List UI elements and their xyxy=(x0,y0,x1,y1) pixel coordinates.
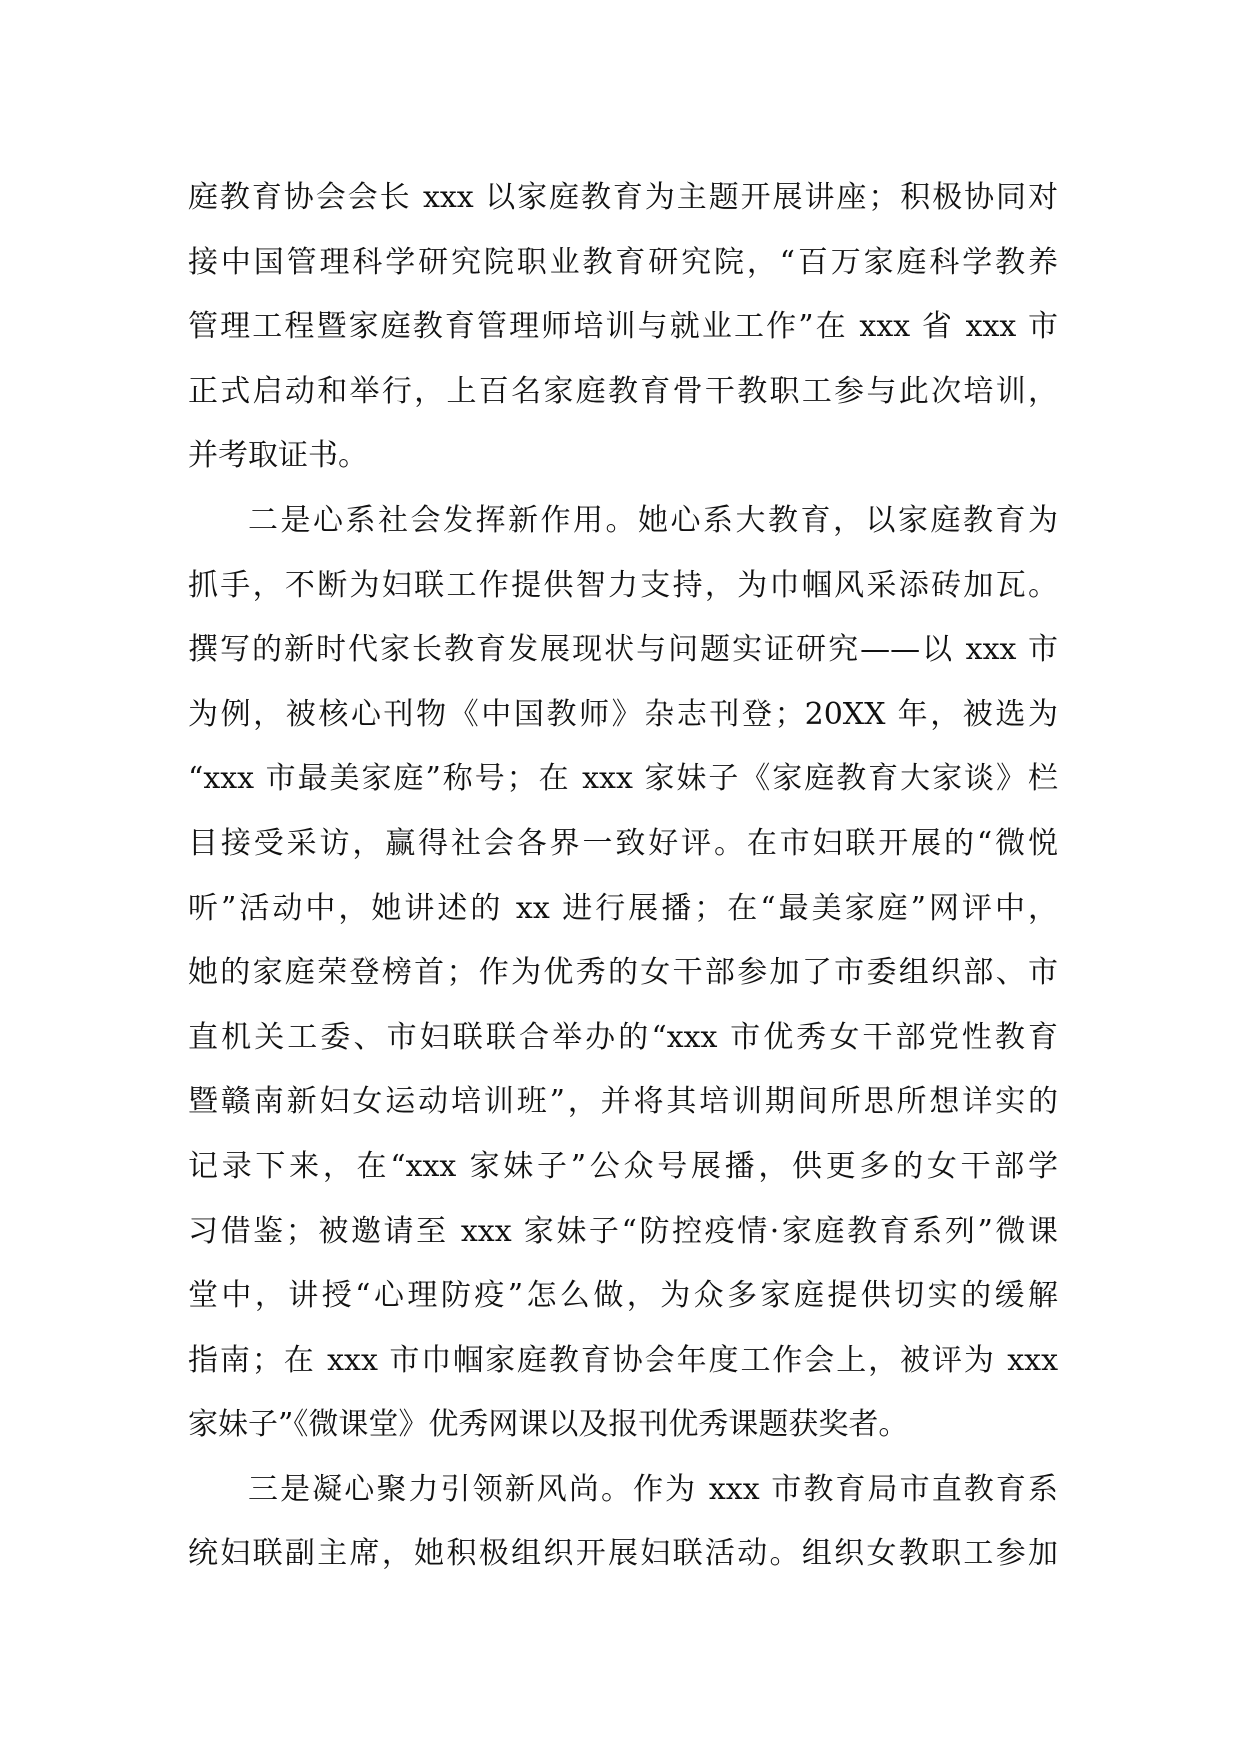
text-line: “xxx 市最美家庭”称号；在 xxx 家妹子《家庭教育大家谈》栏 xyxy=(188,761,1058,797)
text-line: 庭教育协会会长 xxx 以家庭教育为主题开展讲座；积极协同对 xyxy=(188,180,1058,215)
text-line: 家妹子”《微课堂》优秀网课以及报刊优秀课题获奖者。 xyxy=(188,1407,909,1443)
text-line: 撰写的新时代家长教育发展现状与问题实证研究——以 xxx 市 xyxy=(188,632,1058,668)
text-line: 指南；在 xxx 市巾帼家庭教育协会年度工作会上，被评为 xxx xyxy=(188,1342,1058,1378)
text-line: 管理工程暨家庭教育管理师培训与就业工作”在 xxx 省 xxx 市 xyxy=(188,309,1058,345)
text-line: 统妇联副主席，她积极组织开展妇联活动。组织女教职工参加 xyxy=(188,1536,1058,1572)
text-line: 为例，被核心刊物《中国教师》杂志刊登；20XX 年，被选为 xyxy=(188,696,1058,732)
text-line: 暨赣南新妇女运动培训班”，并将其培训期间所思所想详实的 xyxy=(188,1084,1058,1120)
text-line: 听”活动中，她讲述的 xx 进行展播；在“最美家庭”网评中， xyxy=(188,890,1058,926)
text-line: 正式启动和举行，上百名家庭教育骨干教职工参与此次培训， xyxy=(188,373,1058,409)
text-line: 堂中，讲授“心理防疫”怎么做，为众多家庭提供切实的缓解 xyxy=(188,1278,1058,1314)
text-line: 她的家庭荣登榜首；作为优秀的女干部参加了市委组织部、市 xyxy=(188,955,1058,991)
body-text xyxy=(188,166,1058,1587)
paragraph-start-line: 三是凝心聚力引领新风尚。作为 xxx 市教育局市直教育系 xyxy=(248,1471,1058,1507)
text-line: 并考取证书。 xyxy=(188,438,368,474)
text-line: 直机关工委、市妇联联合举办的“xxx 市优秀女干部党性教育 xyxy=(188,1019,1058,1055)
text-line: 接中国管理科学研究院职业教育研究院，“百万家庭科学教养 xyxy=(188,244,1058,280)
paragraph-start-line: 二是心系社会发挥新作用。她心系大教育，以家庭教育为 xyxy=(248,502,1058,538)
text-line: 目接受采访，赢得社会各界一致好评。在市妇联开展的“微悦 xyxy=(188,825,1058,861)
text-line: 抓手，不断为妇联工作提供智力支持，为巾帼风采添砖加瓦。 xyxy=(188,567,1058,603)
text-line: 记录下来，在“xxx 家妹子”公众号展播，供更多的女干部学 xyxy=(188,1148,1058,1184)
text-line: 习借鉴；被邀请至 xxx 家妹子“防控疫情·家庭教育系列”微课 xyxy=(188,1213,1058,1249)
